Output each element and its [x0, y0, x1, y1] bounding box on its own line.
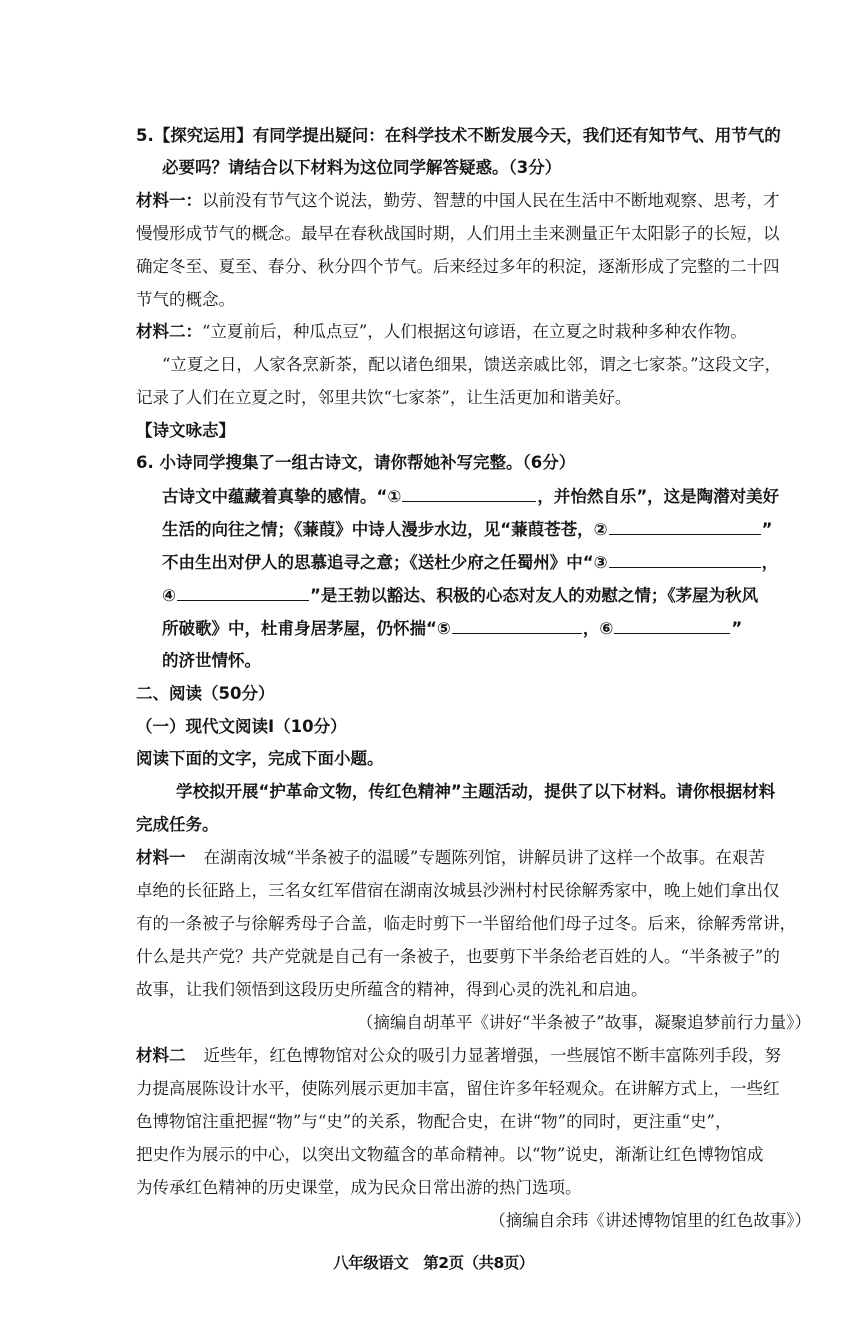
q5-material2-label: 材料二： [136, 322, 202, 341]
poem-section-title: 【诗文咏志】 [136, 421, 235, 440]
q5-material1-label: 材料一： [136, 191, 202, 210]
q6-line4: 不由生出对伊人的思慕追寻之意；《送杜少府之任蜀州》中“③ ， [162, 553, 779, 572]
q5-material2-line3: 记录了人们在立夏之时，邻里共饮“七家茶”，让生活更加和谐美好。 [136, 388, 632, 407]
answer-blank-5[interactable] [452, 617, 582, 634]
q5-material1-line4: 节气的概念。 [136, 290, 235, 309]
answer-blank-2[interactable] [609, 518, 761, 535]
q5-material2-line1: 材料二：“立夏前后，种瓜点豆”，人们根据这句谚语，在立夏之时栽种多种农作物。 [136, 322, 747, 341]
reading-instruction: 阅读下面的文字，完成下面小题。 [136, 749, 384, 768]
material-b-label: 材料二 [136, 1046, 186, 1065]
answer-blank-4[interactable] [177, 584, 309, 601]
reading-section-title: 二、阅读（50分） [136, 684, 275, 703]
page-footer: 八年级语文 第2页（共8页） [333, 1254, 534, 1272]
material-a-source: （摘编自胡革平《讲好“半条被子”故事，凝聚追梦前行力量》） [356, 1013, 811, 1032]
material-a-line2: 卓绝的长征路上，三名女红军借宿在湖南汝城县沙洲村村民徐解秀家中，晚上她们拿出仅 [136, 881, 780, 900]
material-b-source: （摘编自余玮《讲述博物馆里的红色故事》） [489, 1211, 811, 1230]
q5-material1-line3: 确定冬至、夏至、春分、秋分四个节气。后来经过多年的积淀，逐渐形成了完整的二十四 [136, 257, 780, 276]
material-a-line1: 材料一 在湖南汝城“半条被子的温暖”专题陈列馆，讲解员讲了这样一个故事。在艰苦 [136, 848, 765, 867]
q6-line6: 所破歌》中，杜甫身居茅屋，仍怀揣“⑤ ，⑥ ” [162, 619, 743, 638]
material-b-line5: 为传承红色精神的历史课堂，成为民众日常出游的热门选项。 [136, 1178, 582, 1197]
q6-line5: ④ ”是王勃以豁达、积极的心态对友人的劝慰之情；《茅屋为秋风 [162, 586, 759, 605]
material-a-line5: 故事，让我们领悟到这段历史所蕴含的精神，得到心灵的洗礼和启迪。 [136, 980, 648, 999]
q6-line7: 的济世情怀。 [162, 651, 261, 670]
answer-blank-1[interactable] [402, 485, 536, 502]
material-b-line1: 材料二 近些年，红色博物馆对公众的吸引力显著增强，一些展馆不断丰富陈列手段，努 [136, 1046, 781, 1065]
q6-prompt: 6. 小诗同学搜集了一组古诗文，请你帮她补写完整。（6分） [136, 453, 576, 472]
reading-intro-line1: 学校拟开展“护革命文物，传红色精神”主题活动，提供了以下材料。请你根据材料 [176, 782, 776, 801]
material-a-label: 材料一 [136, 848, 186, 867]
material-b-line4: 把史作为展示的中心，以突出文物蕴含的革命精神。以“物”说史，渐渐让红色博物馆成 [136, 1145, 764, 1164]
q6-line3: 生活的向往之情；《蒹葭》中诗人漫步水边，见“蒹葭苍苍，② ” [162, 520, 773, 539]
q5-material1-line1: 材料一：以前没有节气这个说法，勤劳、智慧的中国人民在生活中不断地观察、思考，才 [136, 191, 780, 210]
material-b-line3: 色博物馆注重把握“物”与“史”的关系，物配合史，在讲“物”的同时，更注重“史”， [136, 1112, 732, 1131]
q5-material2-line2: “立夏之日，人家各烹新茶，配以诸色细果，馈送亲戚比邻，谓之七家茶。”这段文字， [162, 355, 782, 374]
answer-blank-6[interactable] [614, 617, 730, 634]
material-a-line3: 有的一条被子与徐解秀母子合盖，临走时剪下一半留给他们母子过冬。后来，徐解秀常讲， [136, 914, 796, 933]
q6-line2: 古诗文中蕴藏着真挚的感情。“① ，并怡然自乐”，这是陶潜对美好 [162, 487, 780, 506]
material-b-line2: 力提高展陈设计水平，使陈列展示更加丰富，留住许多年轻观众。在讲解方式上，一些红 [136, 1079, 780, 1098]
q5-prompt-line2: 必要吗？请结合以下材料为这位同学解答疑惑。（3分） [162, 158, 562, 177]
q5-material1-line2: 慢慢形成节气的概念。最早在春秋战国时期，人们用土圭来测量正午太阳影子的长短，以 [136, 224, 780, 243]
material-a-line4: 什么是共产党？共产党就是自己有一条被子，也要剪下半条给老百姓的人。“半条被子”的 [136, 947, 780, 966]
reading-subsection-title: （一）现代文阅读Ⅰ（10分） [136, 717, 347, 736]
answer-blank-3[interactable] [609, 551, 761, 568]
q5-prompt-line1: 5.【探究运用】有同学提出疑问：在科学技术不断发展今天，我们还有知节气、用节气的 [136, 126, 781, 145]
reading-intro-line2: 完成任务。 [136, 815, 219, 834]
